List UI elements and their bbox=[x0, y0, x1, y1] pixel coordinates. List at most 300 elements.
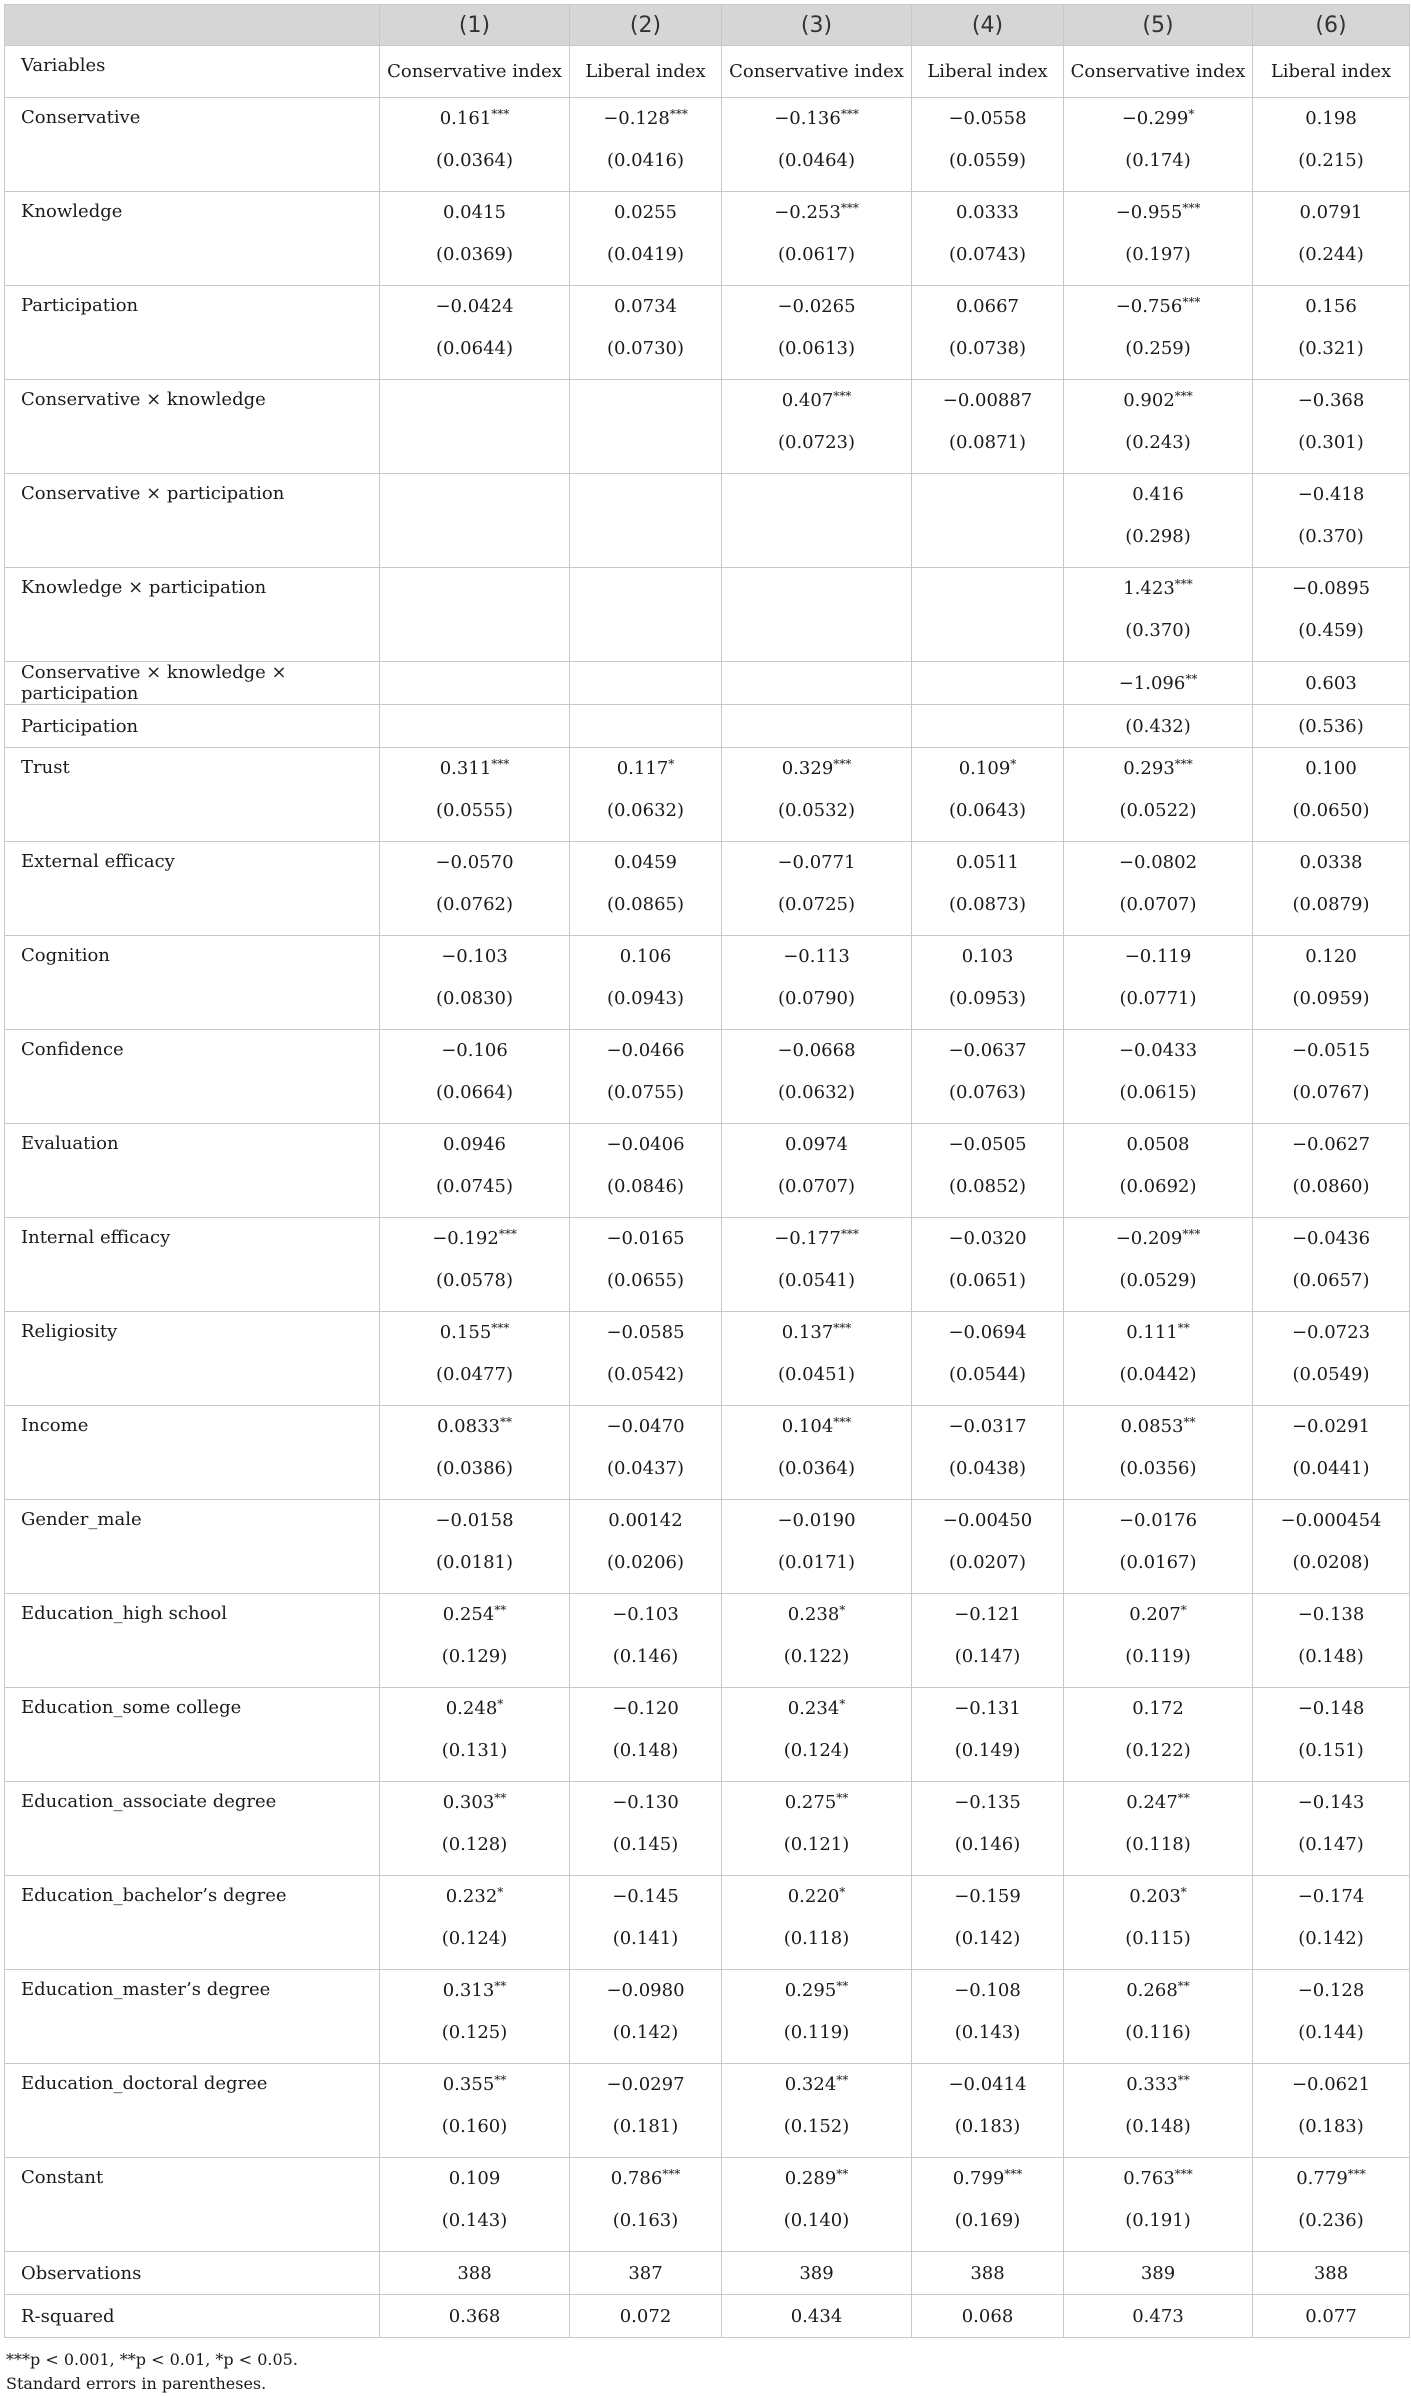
coefficient-estimate bbox=[570, 577, 721, 619]
coefficient-cell bbox=[380, 1594, 570, 1688]
standard-error: (0.0529) bbox=[1119, 1270, 1197, 1291]
coefficient-estimate: −0.0466 bbox=[606, 1040, 685, 1061]
coefficient-estimate: −0.00450 bbox=[942, 1510, 1033, 1531]
dependent-variable-label: Liberal index bbox=[570, 46, 722, 98]
coefficient-cell bbox=[570, 1218, 722, 1312]
standard-error: (0.149) bbox=[954, 1740, 1021, 1761]
standard-error: (0.0208) bbox=[1292, 1552, 1370, 1573]
coefficient-estimate: −0.0424 bbox=[435, 296, 514, 317]
standard-error: (0.0464) bbox=[777, 150, 856, 171]
coefficient-cell bbox=[380, 1782, 570, 1876]
coefficient-cell bbox=[1064, 192, 1253, 286]
table-row bbox=[5, 1594, 1410, 1688]
standard-error: (0.143) bbox=[954, 2022, 1021, 2043]
coefficient-cell bbox=[912, 1218, 1064, 1312]
column-number: (3) bbox=[722, 5, 912, 46]
coefficient-cell bbox=[722, 1876, 912, 1970]
standard-error: (0.0790) bbox=[777, 988, 856, 1009]
value-cell: (0.432) bbox=[1064, 705, 1253, 748]
column-number-row bbox=[5, 5, 1410, 46]
variable-label: Observations bbox=[5, 2252, 380, 2295]
coefficient-cell bbox=[912, 842, 1064, 936]
coefficient-cell bbox=[912, 1124, 1064, 1218]
coefficient-cell bbox=[912, 1500, 1064, 1594]
value-cell: 0.434 bbox=[722, 2295, 912, 2338]
coefficient-estimate: 0.416 bbox=[1132, 484, 1184, 505]
coefficient-estimate: 0.289** bbox=[784, 2167, 849, 2189]
coefficient-cell bbox=[1064, 1688, 1253, 1782]
table-row bbox=[5, 1876, 1410, 1970]
coefficient-estimate: −0.0176 bbox=[1118, 1510, 1198, 1531]
standard-error: (0.0369) bbox=[435, 244, 514, 265]
coefficient-estimate: 0.0853** bbox=[1120, 1415, 1196, 1437]
coefficient-estimate: −0.148 bbox=[1297, 1698, 1365, 1719]
value-cell: 388 bbox=[1253, 2252, 1410, 2295]
standard-error: (0.0879) bbox=[1292, 894, 1370, 915]
standard-error: (0.181) bbox=[612, 2116, 679, 2137]
coefficient-cell bbox=[912, 192, 1064, 286]
coefficient-estimate: −0.299* bbox=[1121, 107, 1195, 129]
coefficient-cell bbox=[570, 748, 722, 842]
value-cell: 0.068 bbox=[912, 2295, 1064, 2338]
coefficient-estimate: −0.135 bbox=[954, 1792, 1021, 1813]
coefficient-cell bbox=[722, 1406, 912, 1500]
coefficient-cell bbox=[570, 1500, 722, 1594]
coefficient-cell bbox=[722, 1970, 912, 2064]
variable-label: Education_high school bbox=[5, 1594, 380, 1688]
coefficient-cell bbox=[722, 1030, 912, 1124]
coefficient-cell bbox=[912, 1876, 1064, 1970]
coefficient-estimate: −0.192*** bbox=[432, 1227, 517, 1249]
standard-error: (0.243) bbox=[1125, 432, 1191, 453]
coefficient-cell bbox=[1253, 1500, 1410, 1594]
table-row bbox=[5, 98, 1410, 192]
table-row bbox=[5, 1500, 1410, 1594]
variable-label: External efficacy bbox=[5, 842, 380, 936]
coefficient-cell bbox=[1064, 1312, 1253, 1406]
dependent-variable-row bbox=[5, 46, 1410, 98]
table-row bbox=[5, 286, 1410, 380]
coefficient-estimate: −0.0637 bbox=[948, 1040, 1027, 1061]
coefficient-cell bbox=[1253, 2064, 1410, 2158]
table-row bbox=[5, 568, 1410, 662]
coefficient-estimate: −0.108 bbox=[954, 1980, 1021, 2001]
standard-error: (0.169) bbox=[954, 2210, 1021, 2231]
coefficient-estimate: −0.120 bbox=[612, 1698, 679, 1719]
coefficient-cell bbox=[570, 1124, 722, 1218]
standard-error: (0.0632) bbox=[777, 1082, 856, 1103]
table-row bbox=[5, 705, 1410, 748]
coefficient-estimate: 0.254** bbox=[442, 1603, 507, 1625]
dependent-variable-label: Liberal index bbox=[912, 46, 1064, 98]
coefficient-estimate: −0.0190 bbox=[777, 1510, 856, 1531]
value-cell: 0.072 bbox=[570, 2295, 722, 2338]
table-row bbox=[5, 1782, 1410, 1876]
coefficient-cell bbox=[1064, 1876, 1253, 1970]
coefficient-cell bbox=[570, 380, 722, 474]
coefficient-cell bbox=[380, 1688, 570, 1782]
standard-error: (0.143) bbox=[441, 2210, 508, 2231]
table-row bbox=[5, 1688, 1410, 1782]
standard-error: (0.236) bbox=[1298, 2210, 1364, 2231]
coefficient-cell bbox=[1064, 474, 1253, 568]
coefficient-cell bbox=[570, 286, 722, 380]
table-row bbox=[5, 748, 1410, 842]
coefficient-cell bbox=[1253, 748, 1410, 842]
coefficient-cell bbox=[912, 1782, 1064, 1876]
coefficient-cell bbox=[722, 842, 912, 936]
value-cell bbox=[570, 705, 722, 748]
coefficient-cell bbox=[380, 1970, 570, 2064]
variables-header: Variables bbox=[5, 46, 380, 98]
standard-error: (0.0707) bbox=[777, 1176, 856, 1197]
variable-label: Conservative × knowledge × participation bbox=[5, 662, 380, 705]
standard-error: (0.0171) bbox=[777, 1552, 856, 1573]
variable-label: Education_master’s degree bbox=[5, 1970, 380, 2064]
coefficient-estimate bbox=[912, 483, 1063, 525]
coefficient-estimate: −0.0436 bbox=[1291, 1228, 1371, 1249]
standard-error: (0.163) bbox=[612, 2210, 679, 2231]
standard-error: (0.0763) bbox=[948, 1082, 1027, 1103]
coefficient-cell bbox=[1064, 842, 1253, 936]
coefficient-estimate: 0.100 bbox=[1305, 758, 1357, 779]
coefficient-cell bbox=[1253, 474, 1410, 568]
variable-label: Education_some college bbox=[5, 1688, 380, 1782]
coefficient-estimate: 0.106 bbox=[619, 946, 672, 967]
coefficient-estimate: 0.161*** bbox=[439, 107, 510, 129]
table-row bbox=[5, 1218, 1410, 1312]
coefficient-cell bbox=[570, 936, 722, 1030]
coefficient-cell bbox=[380, 1312, 570, 1406]
coefficient-cell bbox=[722, 936, 912, 1030]
standard-error: (0.0873) bbox=[948, 894, 1027, 915]
standard-error: (0.124) bbox=[441, 1928, 508, 1949]
standard-error: (0.370) bbox=[1298, 526, 1364, 547]
coefficient-cell bbox=[912, 748, 1064, 842]
coefficient-estimate: 0.268** bbox=[1126, 1979, 1190, 2001]
coefficient-cell bbox=[1064, 1782, 1253, 1876]
value-cell: 389 bbox=[1064, 2252, 1253, 2295]
column-number: (4) bbox=[912, 5, 1064, 46]
coefficient-estimate: 0.407*** bbox=[781, 389, 852, 411]
standard-error bbox=[380, 525, 569, 567]
coefficient-estimate bbox=[380, 577, 569, 619]
coefficient-estimate: 0.220* bbox=[787, 1885, 846, 1907]
coefficient-estimate: −0.106 bbox=[441, 1040, 508, 1061]
standard-error: (0.0953) bbox=[948, 988, 1027, 1009]
dependent-variable-label: Conservative index bbox=[722, 46, 912, 98]
coefficient-cell bbox=[1064, 936, 1253, 1030]
coefficient-estimate: 0.203* bbox=[1129, 1885, 1187, 1907]
coefficient-estimate: 0.104*** bbox=[781, 1415, 852, 1437]
coefficient-cell bbox=[722, 1688, 912, 1782]
coefficient-cell bbox=[1253, 2158, 1410, 2252]
standard-error: (0.191) bbox=[1125, 2210, 1191, 2231]
coefficient-cell bbox=[570, 1312, 722, 1406]
standard-error: (0.298) bbox=[1125, 526, 1191, 547]
standard-error: (0.0643) bbox=[948, 800, 1027, 821]
coefficient-estimate: 0.117* bbox=[616, 757, 675, 779]
coefficient-cell bbox=[912, 286, 1064, 380]
column-number: (5) bbox=[1064, 5, 1253, 46]
coefficient-cell bbox=[912, 1970, 1064, 2064]
coefficient-estimate: −0.0265 bbox=[777, 296, 856, 317]
corner-cell bbox=[5, 5, 380, 46]
coefficient-estimate: 0.156 bbox=[1305, 296, 1357, 317]
coefficient-cell bbox=[1253, 1124, 1410, 1218]
coefficient-cell bbox=[722, 98, 912, 192]
standard-error: (0.0723) bbox=[777, 432, 856, 453]
coefficient-estimate: −0.0433 bbox=[1118, 1040, 1198, 1061]
standard-error: (0.215) bbox=[1298, 150, 1364, 171]
coefficient-estimate: 0.00142 bbox=[608, 1510, 683, 1531]
coefficient-cell bbox=[912, 1594, 1064, 1688]
coefficient-estimate: −0.0414 bbox=[948, 2074, 1027, 2095]
standard-error: (0.152) bbox=[783, 2116, 850, 2137]
standard-error: (0.0745) bbox=[435, 1176, 514, 1197]
standard-error: (0.0725) bbox=[777, 894, 856, 915]
standard-error: (0.0664) bbox=[435, 1082, 514, 1103]
coefficient-estimate: 0.313** bbox=[442, 1979, 507, 2001]
standard-error: (0.244) bbox=[1298, 244, 1364, 265]
coefficient-estimate: 0.333** bbox=[1126, 2073, 1190, 2095]
standard-error: (0.129) bbox=[441, 1646, 508, 1667]
coefficient-estimate: −0.0406 bbox=[606, 1134, 685, 1155]
value-cell: 0.603 bbox=[1253, 662, 1410, 705]
table-row bbox=[5, 936, 1410, 1030]
coefficient-estimate: 0.786*** bbox=[610, 2167, 681, 2189]
coefficient-estimate: −0.0158 bbox=[435, 1510, 514, 1531]
coefficient-estimate: −0.0771 bbox=[777, 852, 856, 873]
standard-error: (0.459) bbox=[1298, 620, 1364, 641]
coefficient-estimate: 0.0946 bbox=[443, 1134, 506, 1155]
coefficient-estimate: 0.120 bbox=[1305, 946, 1357, 967]
coefficient-cell bbox=[722, 1124, 912, 1218]
standard-error: (0.142) bbox=[954, 1928, 1021, 1949]
variable-label: Constant bbox=[5, 2158, 380, 2252]
coefficient-estimate: −0.0668 bbox=[777, 1040, 856, 1061]
standard-error: (0.0555) bbox=[435, 800, 514, 821]
coefficient-cell bbox=[380, 936, 570, 1030]
value-cell: 389 bbox=[722, 2252, 912, 2295]
coefficient-cell bbox=[722, 286, 912, 380]
coefficient-cell bbox=[722, 1312, 912, 1406]
coefficient-cell bbox=[570, 98, 722, 192]
coefficient-cell bbox=[1253, 936, 1410, 1030]
coefficient-cell bbox=[722, 1782, 912, 1876]
coefficient-cell bbox=[1064, 1124, 1253, 1218]
variable-label: Religiosity bbox=[5, 1312, 380, 1406]
standard-error: (0.146) bbox=[612, 1646, 679, 1667]
coefficient-estimate: 0.0415 bbox=[443, 202, 506, 223]
coefficient-estimate: 0.232* bbox=[445, 1885, 504, 1907]
coefficient-cell bbox=[912, 1688, 1064, 1782]
coefficient-cell bbox=[912, 98, 1064, 192]
coefficient-estimate: 0.329*** bbox=[781, 757, 852, 779]
coefficient-estimate: 0.0833** bbox=[437, 1415, 512, 1437]
coefficient-estimate: 0.0667 bbox=[956, 296, 1019, 317]
coefficient-estimate: −0.0470 bbox=[606, 1416, 685, 1437]
coefficient-estimate: 0.324** bbox=[784, 2073, 849, 2095]
standard-error: (0.151) bbox=[1298, 1740, 1364, 1761]
coefficient-estimate: 0.234* bbox=[787, 1697, 846, 1719]
table-notes bbox=[4, 2348, 1409, 2396]
coefficient-estimate: −0.0621 bbox=[1291, 2074, 1371, 2095]
variable-label: Confidence bbox=[5, 1030, 380, 1124]
coefficient-estimate: 0.248* bbox=[445, 1697, 504, 1719]
coefficient-estimate: −0.0297 bbox=[606, 2074, 685, 2095]
table-row bbox=[5, 2252, 1410, 2295]
standard-error: (0.0522) bbox=[1119, 800, 1197, 821]
standard-error: (0.148) bbox=[1125, 2116, 1191, 2137]
coefficient-cell bbox=[380, 192, 570, 286]
coefficient-cell bbox=[1253, 1594, 1410, 1688]
coefficient-estimate: −0.159 bbox=[954, 1886, 1021, 1907]
coefficient-cell bbox=[912, 568, 1064, 662]
standard-error: (0.174) bbox=[1125, 150, 1191, 171]
coefficient-estimate: −0.368 bbox=[1297, 390, 1365, 411]
value-cell: 387 bbox=[570, 2252, 722, 2295]
standard-error: (0.119) bbox=[783, 2022, 850, 2043]
coefficient-estimate: −0.000454 bbox=[1280, 1510, 1382, 1531]
coefficient-cell bbox=[722, 2064, 912, 2158]
standard-error: (0.0644) bbox=[435, 338, 514, 359]
coefficient-estimate: −0.253*** bbox=[774, 201, 859, 223]
standard-error: (0.0578) bbox=[435, 1270, 514, 1291]
coefficient-estimate: 0.303** bbox=[442, 1791, 507, 1813]
coefficient-estimate: −0.0723 bbox=[1291, 1322, 1371, 1343]
coefficient-cell bbox=[380, 568, 570, 662]
coefficient-estimate: 0.0974 bbox=[785, 1134, 848, 1155]
coefficient-cell bbox=[912, 936, 1064, 1030]
coefficient-cell bbox=[380, 1218, 570, 1312]
coefficient-estimate: 0.763*** bbox=[1123, 2167, 1193, 2189]
coefficient-estimate: 0.0791 bbox=[1299, 202, 1363, 223]
standard-error bbox=[570, 525, 721, 567]
value-cell: 0.077 bbox=[1253, 2295, 1410, 2338]
variable-label: Cognition bbox=[5, 936, 380, 1030]
coefficient-estimate: −0.0515 bbox=[1291, 1040, 1371, 1061]
coefficient-estimate bbox=[570, 483, 721, 525]
coefficient-cell bbox=[1253, 1312, 1410, 1406]
coefficient-estimate: −0.103 bbox=[441, 946, 508, 967]
value-cell: 388 bbox=[912, 2252, 1064, 2295]
standard-error bbox=[570, 431, 721, 473]
standard-error: (0.148) bbox=[1298, 1646, 1364, 1667]
coefficient-cell bbox=[1064, 568, 1253, 662]
coefficient-estimate: 0.172 bbox=[1132, 1698, 1184, 1719]
value-cell: 0.473 bbox=[1064, 2295, 1253, 2338]
standard-error bbox=[380, 619, 569, 661]
standard-error: (0.125) bbox=[441, 2022, 508, 2043]
coefficient-estimate: −0.756*** bbox=[1115, 295, 1201, 317]
coefficient-cell bbox=[380, 2064, 570, 2158]
coefficient-estimate: 0.779*** bbox=[1296, 2167, 1366, 2189]
coefficient-estimate: 0.0508 bbox=[1126, 1134, 1190, 1155]
coefficient-cell bbox=[1253, 1218, 1410, 1312]
value-cell: (0.536) bbox=[1253, 705, 1410, 748]
coefficient-estimate: 0.0734 bbox=[614, 296, 677, 317]
standard-error: (0.0364) bbox=[777, 1458, 856, 1479]
standard-error: (0.370) bbox=[1125, 620, 1191, 641]
coefficient-estimate: 0.295** bbox=[784, 1979, 849, 2001]
coefficient-cell bbox=[570, 1876, 722, 1970]
standard-error: (0.0437) bbox=[606, 1458, 685, 1479]
standard-error: (0.0181) bbox=[435, 1552, 514, 1573]
standard-error: (0.140) bbox=[783, 2210, 850, 2231]
regression-table bbox=[4, 4, 1410, 2338]
coefficient-cell bbox=[1253, 380, 1410, 474]
coefficient-cell bbox=[380, 1406, 570, 1500]
coefficient-cell bbox=[1253, 1030, 1410, 1124]
coefficient-estimate: 0.155*** bbox=[439, 1321, 510, 1343]
coefficient-cell bbox=[380, 286, 570, 380]
variable-label: Conservative × knowledge bbox=[5, 380, 380, 474]
regression-table-container bbox=[4, 4, 1409, 2396]
standard-error: (0.0771) bbox=[1119, 988, 1197, 1009]
coefficient-estimate: −0.0627 bbox=[1291, 1134, 1371, 1155]
variable-label: Income bbox=[5, 1406, 380, 1500]
variable-label: Education_associate degree bbox=[5, 1782, 380, 1876]
coefficient-cell bbox=[380, 2158, 570, 2252]
coefficient-cell bbox=[570, 1970, 722, 2064]
column-number: (6) bbox=[1253, 5, 1410, 46]
standard-error: (0.0364) bbox=[435, 150, 514, 171]
standard-error: (0.118) bbox=[1125, 1834, 1191, 1855]
coefficient-cell bbox=[722, 1500, 912, 1594]
coefficient-cell bbox=[380, 1500, 570, 1594]
table-row bbox=[5, 380, 1410, 474]
coefficient-cell bbox=[570, 2158, 722, 2252]
coefficient-estimate: −0.103 bbox=[612, 1604, 679, 1625]
coefficient-cell bbox=[570, 568, 722, 662]
table-row bbox=[5, 192, 1410, 286]
variable-label: Knowledge bbox=[5, 192, 380, 286]
standard-error: (0.0767) bbox=[1292, 1082, 1370, 1103]
coefficient-cell bbox=[912, 1312, 1064, 1406]
standard-error: (0.0451) bbox=[777, 1364, 856, 1385]
coefficient-estimate: 0.0255 bbox=[614, 202, 677, 223]
coefficient-cell bbox=[570, 192, 722, 286]
coefficient-estimate: −0.00887 bbox=[942, 390, 1033, 411]
column-number: (1) bbox=[380, 5, 570, 46]
standard-error: (0.0416) bbox=[606, 150, 685, 171]
standard-error: (0.0655) bbox=[606, 1270, 685, 1291]
standard-error bbox=[570, 619, 721, 661]
coefficient-estimate: 0.247** bbox=[1126, 1791, 1190, 1813]
variable-label: R-squared bbox=[5, 2295, 380, 2338]
coefficient-cell bbox=[570, 474, 722, 568]
coefficient-cell bbox=[1064, 1594, 1253, 1688]
value-cell: 388 bbox=[380, 2252, 570, 2295]
table-row bbox=[5, 1312, 1410, 1406]
standard-error: (0.0438) bbox=[948, 1458, 1027, 1479]
coefficient-cell bbox=[1253, 1970, 1410, 2064]
standard-error: (0.0755) bbox=[606, 1082, 685, 1103]
coefficient-estimate: −0.0570 bbox=[435, 852, 514, 873]
table-row bbox=[5, 1406, 1410, 1500]
standard-error: (0.146) bbox=[954, 1834, 1021, 1855]
standard-error: (0.141) bbox=[612, 1928, 679, 1949]
standard-error: (0.0730) bbox=[606, 338, 685, 359]
standard-error: (0.0356) bbox=[1119, 1458, 1197, 1479]
standard-error: (0.131) bbox=[441, 1740, 508, 1761]
coefficient-estimate: −0.121 bbox=[954, 1604, 1021, 1625]
coefficient-estimate: 0.109 bbox=[448, 2168, 501, 2189]
coefficient-estimate: 0.355** bbox=[442, 2073, 507, 2095]
coefficient-cell bbox=[912, 1030, 1064, 1124]
table-row bbox=[5, 2295, 1410, 2338]
